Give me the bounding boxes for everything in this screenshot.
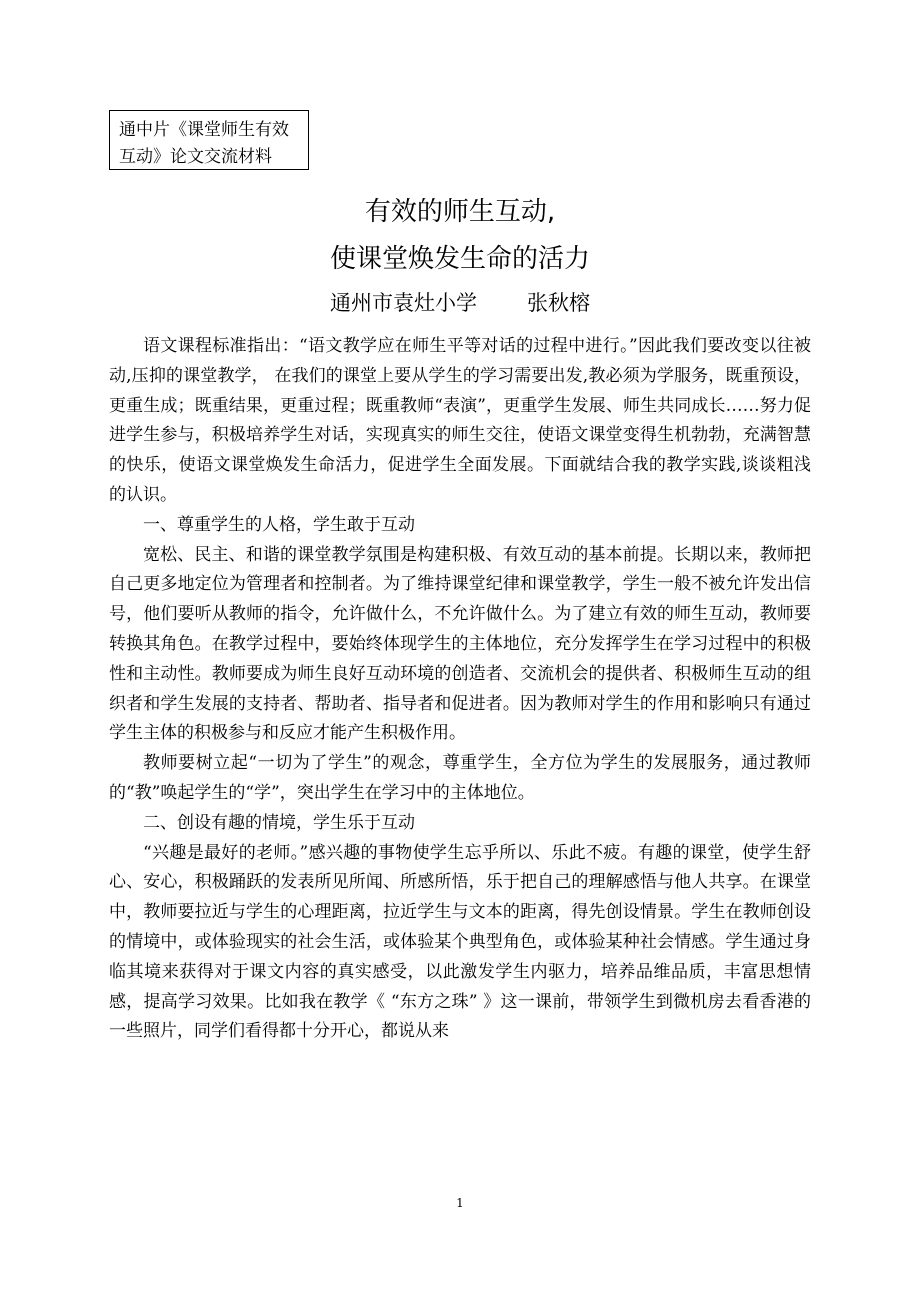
author-name: 张秋榕 [527,291,590,315]
paragraph-section2-a: “兴趣是最好的老师。”感兴趣的事物使学生忘乎所以、乐此不疲。有趣的课堂，使学生舒心、安心，积极踊跃的发表所见所闻、所感所悟，乐于把自己的理解感悟与他人共享。在课堂中，教师要拉近与学生的心理距离，拉近学生与文本的距离，得先创设情景。学生在教师创设的情境中，或体验现实的社会生活，或体验某个典型角色，或体验某种社会情感。学生通过身临其境来获得对于课文内容的真实感受，以此激发学生内驱力，培养品维品质，丰富思想情感，提高学习效果。比如我在教学《 “东方之珠” 》这一课前，带领学生到微机房去看香港的一些照片，同学们看得都十分开心，都说从来 [109,842,811,1042]
author-school: 通州市袁灶小学 [330,291,477,315]
title-line2: 使课堂焕发生命的活力 [329,244,590,274]
section-heading-1: 一、尊重学生的人格，学生敢于互动 [143,514,415,535]
body-text [109,332,811,1047]
source-label-box [109,110,309,170]
source-label-line2: 互动》论文交流材料 [119,147,272,167]
author-line [0,287,920,317]
paragraph-section1-b: 教师要树立起“一切为了学生”的观念，尊重学生，全方位为学生的发展服务，通过教师的“教”唤起学生的“学”，突出学生在学习中的主体地位。 [109,753,811,803]
paragraph-section1-a: 宽松、民主、和谐的课堂教学氛围是构建积极、有效互动的基本前提。长期以来，教师把自己更多地定位为管理者和控制者。为了维持课堂纪律和课堂教学，学生一般不被允许发出信号，他们要听从教师的指令，允许做什么，不允许做什么。为了建立有效的师生互动，教师要转换其角色。在教学过程中，要始终体现学生的主体地位，充分发挥学生在学习过程中的积极性和主动性。教师要成为师生良好互动环境的创造者、交流机会的提供者、积极师生互动的组织者和学生发展的支持者、帮助者、指导者和促进者。因为教师对学生的作用和影响只有通过学生主体的积极参与和反应才能产生积极作用。 [109,544,811,744]
title-line1: 有效的师生互动, [364,197,556,227]
page-number: 1 [456,1196,464,1210]
source-label-line1: 通中片《课堂师生有效 [119,120,289,140]
paragraph-intro: 语文课程标准指出：“语文教学应在师生平等对话的过程中进行。”因此我们要改变以往被动,压抑的课堂教学， 在我们的课堂上要从学生的学习需要出发,教必须为学服务，既重预设，更重生成；既重结果，更重过程；既重教师“表演”，更重学生发展、师生共同成长……努力促进学生参与，积极培养学生对话，实现真实的师生交往，使语文课堂变得生机勃勃，充满智慧的快乐，使语文课堂焕发生命活力，促进学生全面发展。下面就结合我的教学实践,谈谈粗浅的认识。 [109,336,811,505]
section-heading-2: 二、创设有趣的情境，学生乐于互动 [143,812,415,833]
